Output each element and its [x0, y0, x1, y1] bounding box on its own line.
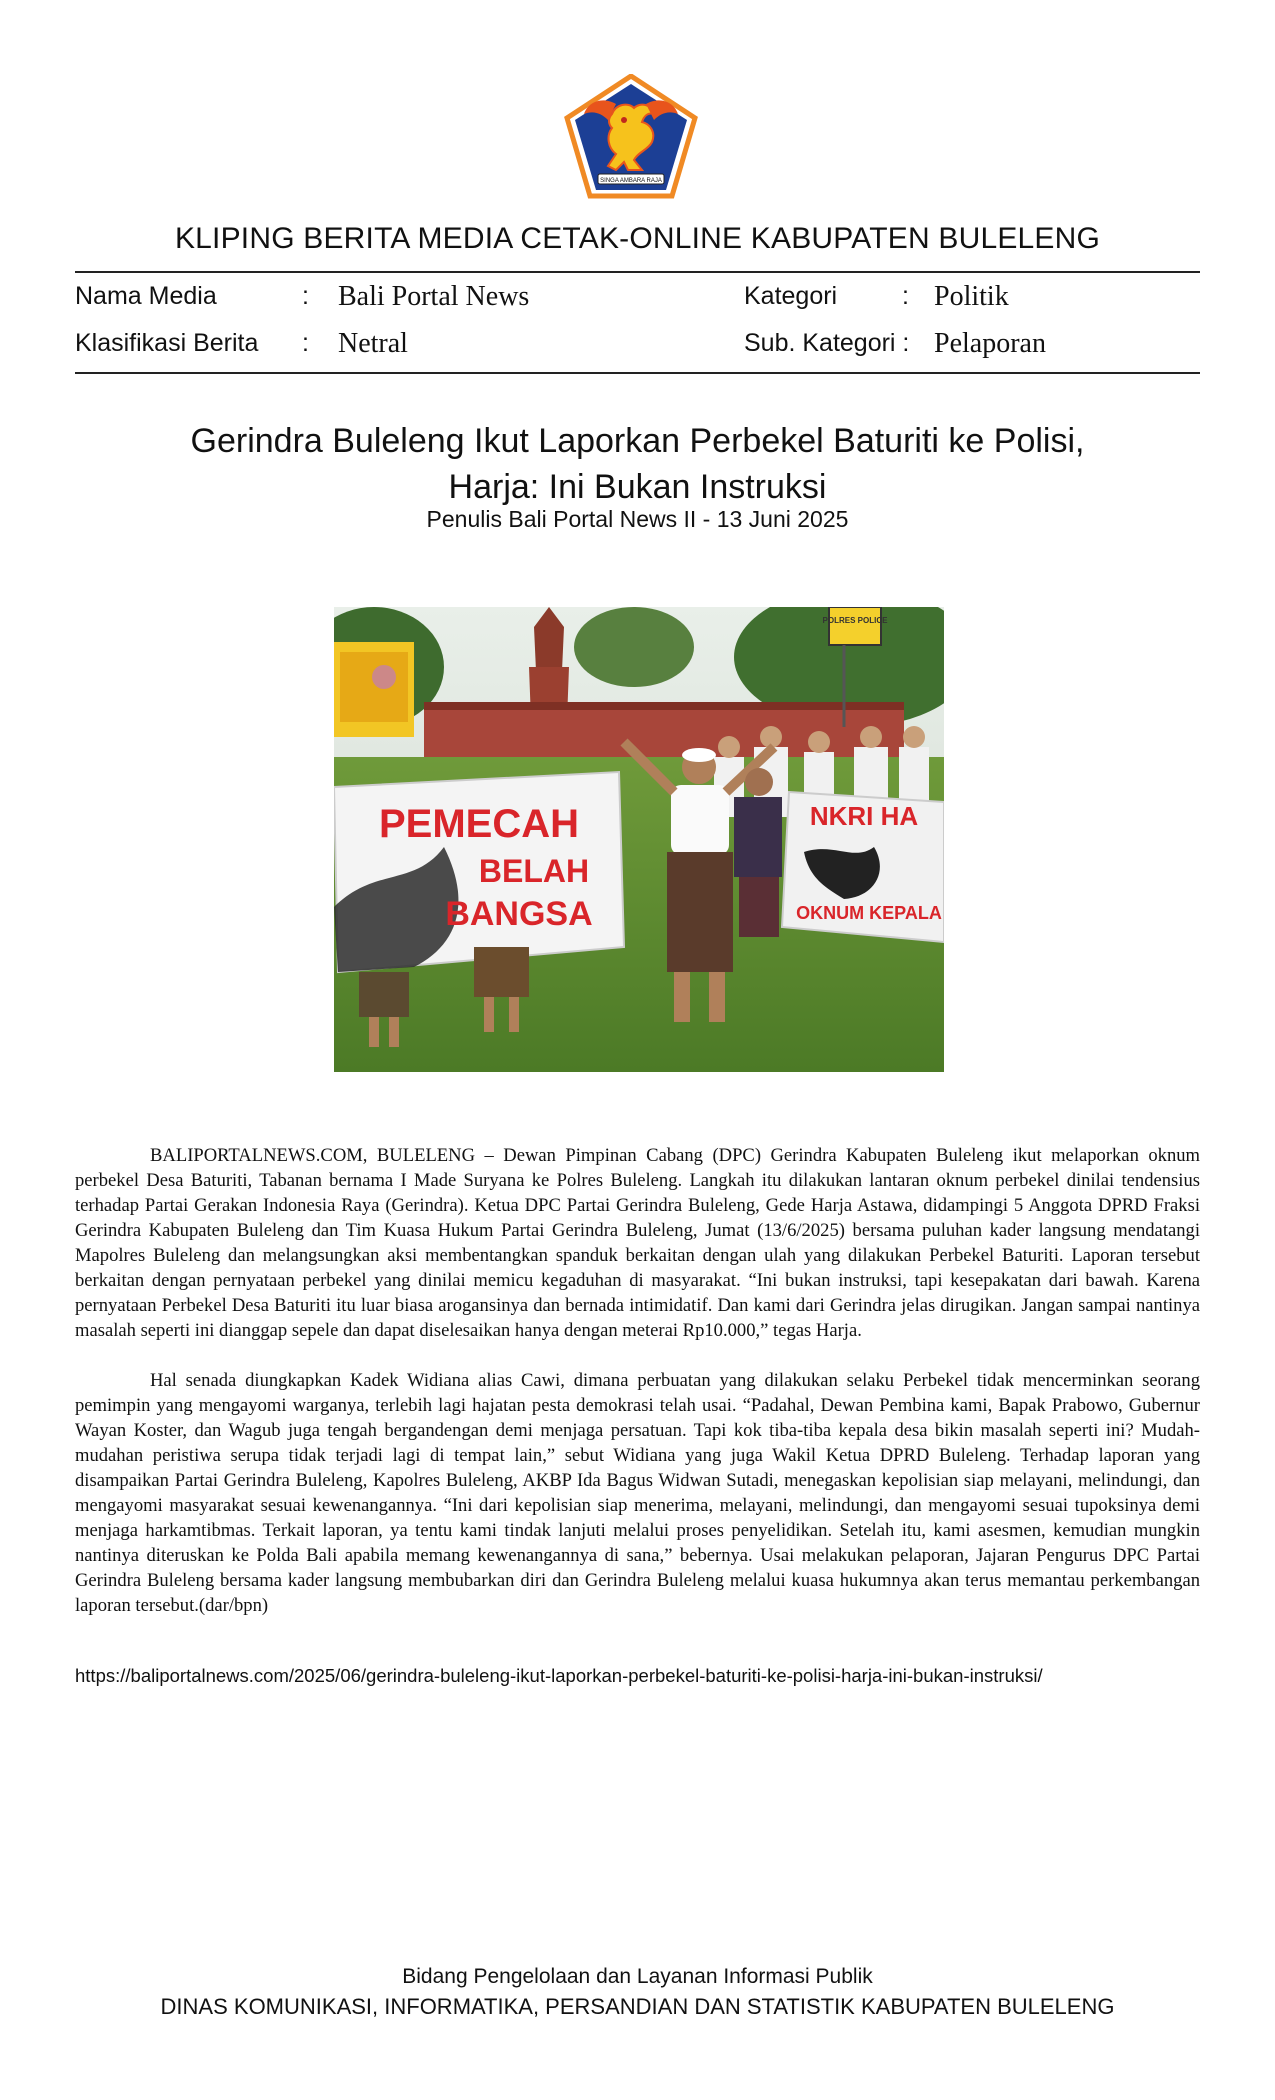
source-url-link[interactable]: https://baliportalnews.com/2025/06/gerindra-buleleng-ikut-laporkan-perbekel-baturiti-ke-polisi-harja-ini-bukan-instruksi/ — [75, 1665, 1043, 1686]
media-name-value: Bali Portal News — [338, 281, 530, 312]
banner-left-line-1: PEMECAH — [378, 802, 580, 846]
classification-colon: : — [302, 329, 309, 357]
banner-right-line-1: NKRI HA — [809, 801, 919, 831]
article-paragraph-1: BALIPORTALNEWS.COM, BULELENG – Dewan Pimpinan Cabang (DPC) Gerindra Kabupaten Buleleng ikut melaporkan oknum perbekel Desa Baturiti, Tabanan bernama I Made Suryana ke Polres Buleleng. Langkah itu dilakukan lantaran oknum perbekel dinilai tendensius terhadap Partai Gerakan Indonesia Raya (Gerindra). Ketua DPC Partai Gerindra Buleleng, Gede Harja Astawa, didampingi 5 Anggota DPRD Fraksi Gerindra Kabupaten Buleleng dan Tim Kuasa Hukum Partai Gerindra Buleleng, Jumat (13/6/2025) bersama puluhan kader langsung mendatangi Mapolres Buleleng dan melangsungkan aksi membentangkan spanduk berkaitan dengan ulah yang dilakukan Perbekel Baturiti. Laporan tersebut berkaitan dengan pernyataan perbekel yang dinilai memicu kegaduhan di masyarakat. “Ini bukan instruksi, tapi kesepakatan dari bawah. Karena pernyataan Perbekel Desa Baturiti itu luar biasa arogansinya dan bernada intimidatif. Dan kami dari Gerindra jelas dirugikan. Jangan sampai nantinya masalah seperti ini dianggap sepele dan dapat diselesaikan hanya dengan meterai Rp10.000,” tegas Harja. — [75, 1145, 1200, 1341]
media-name-colon: : — [302, 282, 309, 310]
document-title: KLIPING BERITA MEDIA CETAK-ONLINE KABUPATEN BULELENG — [174, 222, 1101, 255]
footer-department: Bidang Pengelolaan dan Layanan Informasi Publik — [402, 1965, 873, 1988]
police-sign-text: POLRES POLICE — [822, 616, 888, 625]
classification-label: Klasifikasi Berita — [75, 329, 259, 357]
category-value: Politik — [934, 281, 1009, 312]
news-photo — [334, 607, 944, 1072]
headline-line-1: Gerindra Buleleng Ikut Laporkan Perbekel Baturiti ke Polisi, — [190, 422, 1085, 460]
article-byline: Penulis Bali Portal News II - 13 Juni 2025 — [426, 506, 849, 532]
classification-value: Netral — [338, 328, 408, 359]
media-name-label: Nama Media — [75, 282, 217, 310]
subcategory-value: Pelaporan — [934, 328, 1046, 359]
category-label: Kategori — [744, 282, 838, 310]
subcategory-label: Sub. Kategori : — [744, 329, 910, 357]
article-paragraph-2: Hal senada diungkapkan Kadek Widiana alias Cawi, dimana perbuatan yang dilakukan selaku Perbekel tidak mencerminkan seorang pemimpin yang mengayomi warganya, terlebih lagi hajatan pesta demokrasi telah usai. “Padahal, Dewan Pembina kami, Bapak Prabowo, Gubernur Wayan Koster, dan Wagub juga tengah bergandengan demi menjaga persatuan. Tapi kok tiba-tiba kepala desa bikin masalah seperti ini? Mudah-mudahan peristiwa serupa tidak terjadi lagi di tempat lain,” sebut Widiana yang juga Wakil Ketua DPRD Buleleng. Terhadap laporan yang disampaikan Partai Gerindra Buleleng, Kapolres Buleleng, AKBP Ida Bagus Widwan Sutadi, menegaskan kepolisian siap melayani, melindungi, dan mengayomi masyarakat sesuai kewenangannya. “Ini dari kepolisian siap menerima, melayani, melindungi, dan mengayomi sesuai tupoksinya demi menjaga harkamtibmas. Terkait laporan, ya tentu kami tindak lanjuti melalui proses penyelidikan. Setelah itu, kami asesmen, kemudian mungkin nantinya diteruskan ke Polda Bali apabila memang kewenangannya di sana,” bebernya. Usai melakukan pelaporan, Jajaran Pengurus DPC Partai Gerindra Buleleng bersama kader langsung membubarkan diri dan Gerindra Buleleng melalui kuasa hukumnya akan terus memantau perkembangan laporan tersebut.(dar/bpn) — [75, 1370, 1200, 1616]
headline-line-2: Harja: Ini Bukan Instruksi — [448, 468, 827, 506]
footer-agency: DINAS KOMUNIKASI, INFORMATIKA, PERSANDIAN DAN STATISTIK KABUPATEN BULELENG — [160, 1994, 1115, 2019]
category-colon: : — [902, 282, 909, 310]
emblem-motto-text: SINGA AMBARA RAJA — [600, 178, 662, 184]
article-headline — [0, 418, 1275, 510]
buleleng-regency-emblem — [564, 74, 698, 200]
article-body — [75, 1143, 1200, 1643]
header-rule-bottom — [75, 372, 1200, 374]
banner-left-line-3: BANGSA — [445, 895, 593, 933]
header-rule-top — [75, 271, 1200, 273]
banner-right-line-2: OKNUM KEPALA — [796, 903, 942, 923]
banner-left-line-2: BELAH — [478, 853, 590, 889]
